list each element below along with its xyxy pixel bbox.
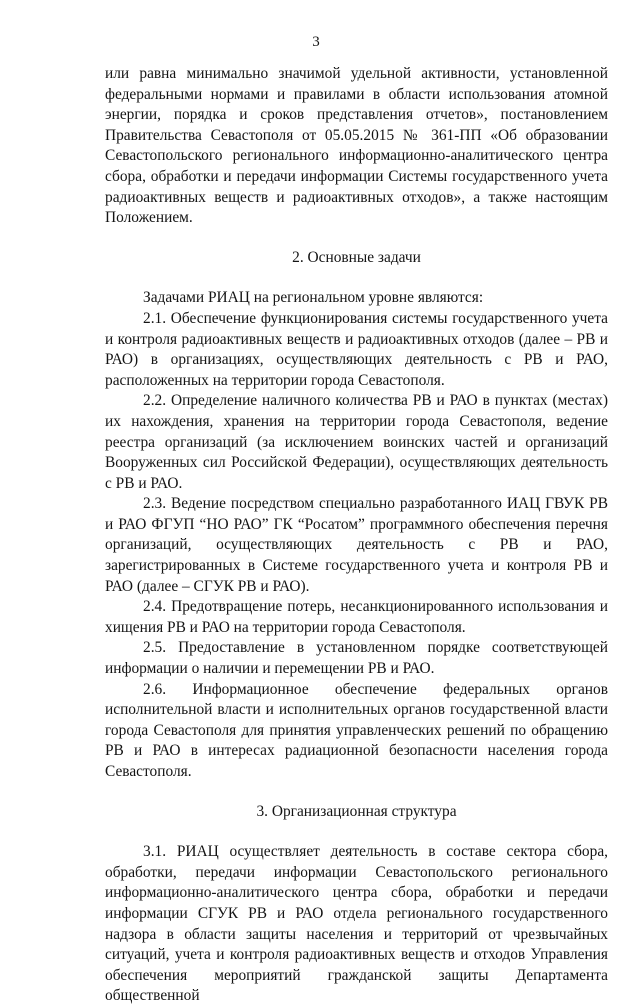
document-body bbox=[105, 64, 608, 1007]
section-2-item: 2.4. Предотвращение потерь, несанкционированного использования и хищения РВ и РАО на территории города Севастополя. bbox=[105, 598, 608, 636]
section-2-item: 2.5. Предоставление в установленном порядке соответствующей информации о наличии и перемещении РВ и РАО. bbox=[105, 639, 608, 678]
section-2-item: 2.6. Информационное обеспечение федеральных органов исполнительной власти и исполнительных органов государственной власти города Севастополя для принятия управленческих решений по обращению РВ и РАО в интересах радиационной безопасности населения города Севастополя. bbox=[105, 680, 608, 780]
section-2-item: 2.2. Определение наличного количества РВ и РАО в пунктах (местах) их нахождения, хранения на территории города Севастополя, ведение реестра организаций (за исключением воинских частей и организаций Вооруженных сил Российской Федерации), осуществляющих деятельность с РВ и РАО. bbox=[105, 392, 608, 492]
section-2-item: 2.3. Ведение посредством специально разработанного ИАЦ ГВУК РВ и РАО ФГУП “НО РАО” ГК “Росатом” программного обеспечения перечня организаций, осуществляющих деятельность с РВ и РАО, зарегистрированных в Системе государственного учета и контроля РВ и РАО (далее – СГУК РВ и РАО). bbox=[105, 495, 608, 595]
intro-paragraph: или равна минимально значимой удельной активности, установленной федеральными нормами и правилами в области использования атомной энергии, порядка и сроков представления отчетов», постановлением Правительства Севастополя от 05.05.2015 № 361-ПП «Об образовании Севастопольского регионального информационно-аналитического центра сбора, обработки и передачи информации Системы государственного учета радиоактивных веществ и радиоактивных отходов», а также настоящим Положением. bbox=[105, 65, 608, 227]
page-number: 3 bbox=[312, 34, 320, 50]
section-2-heading: 2. Основные задачи bbox=[292, 248, 421, 266]
section-2-lead: Задачами РИАЦ на региональном уровне являются: bbox=[143, 289, 484, 307]
section-3-item: 3.1. РИАЦ осуществляет деятельность в составе сектора сбора, обработки, передачи информации Севастопольского регионального информационно-аналитического центра сбора, обработки и передачи информации СГУК РВ и РАО отдела регионального государственного надзора в области защиты населения и территорий от чрезвычайных ситуаций, учета и контроля радиоактивных веществ и отходов Управления обеспечения мероприятий гражданской защиты Департамента общественной bbox=[105, 843, 608, 1005]
section-3-heading: 3. Организационная структура bbox=[256, 802, 457, 820]
section-2-item: 2.1. Обеспечение функционирования системы государственного учета и контроля радиоактивных веществ и радиоактивных отходов (далее – РВ и РАО) в организациях, осуществляющих деятельность с РВ и РАО, расположенных на территории города Севастополя. bbox=[105, 309, 608, 389]
